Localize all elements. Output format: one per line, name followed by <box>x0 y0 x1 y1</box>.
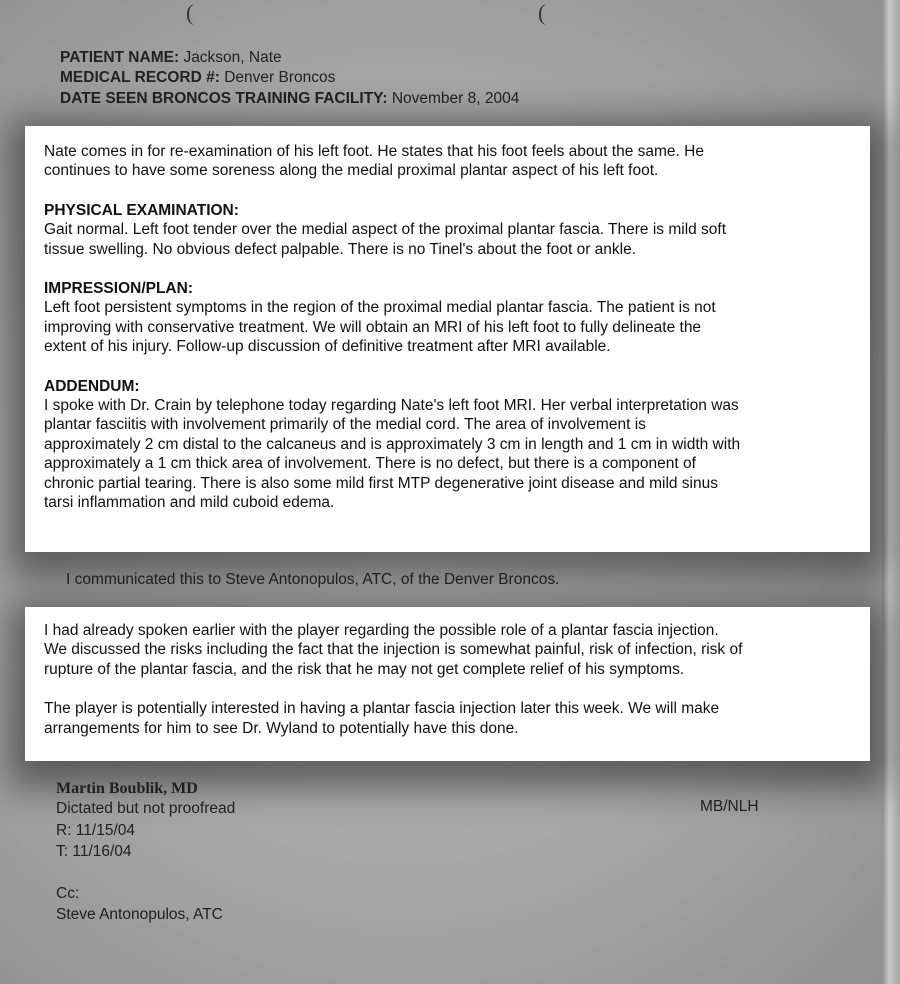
exam-line: Gait normal. Left foot tender over the medial aspect of the proximal plantar fascia. There is mild soft <box>44 221 727 239</box>
physician-name: Martin Boublik, MD <box>56 780 198 797</box>
transcribed-date: T: 11/16/04 <box>56 843 132 860</box>
dictated-note: Dictated but not proofread <box>56 800 236 817</box>
intro-line: Nate comes in for re-examination of his left foot. He states that his foot feels about the same. He <box>44 143 704 160</box>
addendum-line: plantar fasciitis with involvement primarily of the medial cord. The area of involvement is <box>44 416 646 434</box>
discussion-line: I had already spoken earlier with the player regarding the possible role of a plantar fascia injection. <box>44 622 719 639</box>
medical-record-value: Denver Broncos <box>224 69 336 86</box>
plan-line: The player is potentially interested in having a plantar fascia injection later this week. We will make <box>44 700 720 718</box>
punch-mark: ( <box>538 0 546 25</box>
received-date: R: 11/15/04 <box>56 822 135 839</box>
date-seen-value: November 8, 2004 <box>391 90 520 107</box>
discussion-line: rupture of the plantar fascia, and the risk that he may not get complete relief of his symptoms. <box>44 660 685 678</box>
medical-record-line <box>60 68 335 87</box>
cc-recipient: Steve Antonopulos, ATC <box>56 906 223 923</box>
impression-line: improving with conservative treatment. We will obtain an MRI of his left foot to fully delineate the <box>44 318 702 336</box>
patient-name-label: PATIENT NAME: <box>60 49 180 66</box>
impression-line: extent of his injury. Follow-up discussion of definitive treatment after MRI available. <box>44 338 611 356</box>
addendum-line: approximately 2 cm distal to the calcaneus and is approximately 3 cm in length and 1 cm in width with <box>44 435 741 453</box>
addendum-line: tarsi inflammation and mild cuboid edema. <box>44 494 335 512</box>
page-edge <box>882 0 900 984</box>
plan-line: arrangements for him to see Dr. Wyland to potentially have this done. <box>44 719 519 737</box>
impression-heading: IMPRESSION/PLAN: <box>44 280 193 298</box>
exam-notes-card <box>25 126 870 552</box>
patient-name-value: Jackson, Nate <box>183 49 282 66</box>
patient-name-line <box>60 48 282 67</box>
physical-exam-heading: PHYSICAL EXAMINATION: <box>44 201 239 219</box>
initials: MB/NLH <box>700 798 759 815</box>
injection-discussion-card <box>25 607 870 761</box>
cc-label: Cc: <box>56 885 80 902</box>
intro-line: continues to have some soreness along the medial proximal plantar aspect of his left foot. <box>44 162 659 180</box>
punch-mark: ( <box>186 0 194 25</box>
medical-record-label: MEDICAL RECORD #: <box>60 69 220 86</box>
communicated-note: I communicated this to Steve Antonopulos, ATC, of the Denver Broncos. <box>66 571 560 588</box>
impression-line: Left foot persistent symptoms in the region of the proximal medial plantar fascia. The patient is not <box>44 299 716 317</box>
date-seen-line <box>60 89 519 108</box>
addendum-heading: ADDENDUM: <box>44 377 140 395</box>
addendum-line: I spoke with Dr. Crain by telephone today regarding Nate's left foot MRI. Her verbal interpretation was <box>44 397 739 415</box>
discussion-line: We discussed the risks including the fact that the injection is somewhat painful, risk of infection, risk of <box>44 641 743 659</box>
exam-line: tissue swelling. No obvious defect palpable. There is no Tinel's about the foot or ankle. <box>44 240 637 258</box>
addendum-line: approximately a 1 cm thick area of involvement. There is no defect, but there is a component of <box>44 455 696 473</box>
addendum-line: chronic partial tearing. There is also some mild first MTP degenerative joint disease and mild sinus <box>44 474 718 492</box>
date-seen-label: DATE SEEN BRONCOS TRAINING FACILITY: <box>60 90 388 107</box>
